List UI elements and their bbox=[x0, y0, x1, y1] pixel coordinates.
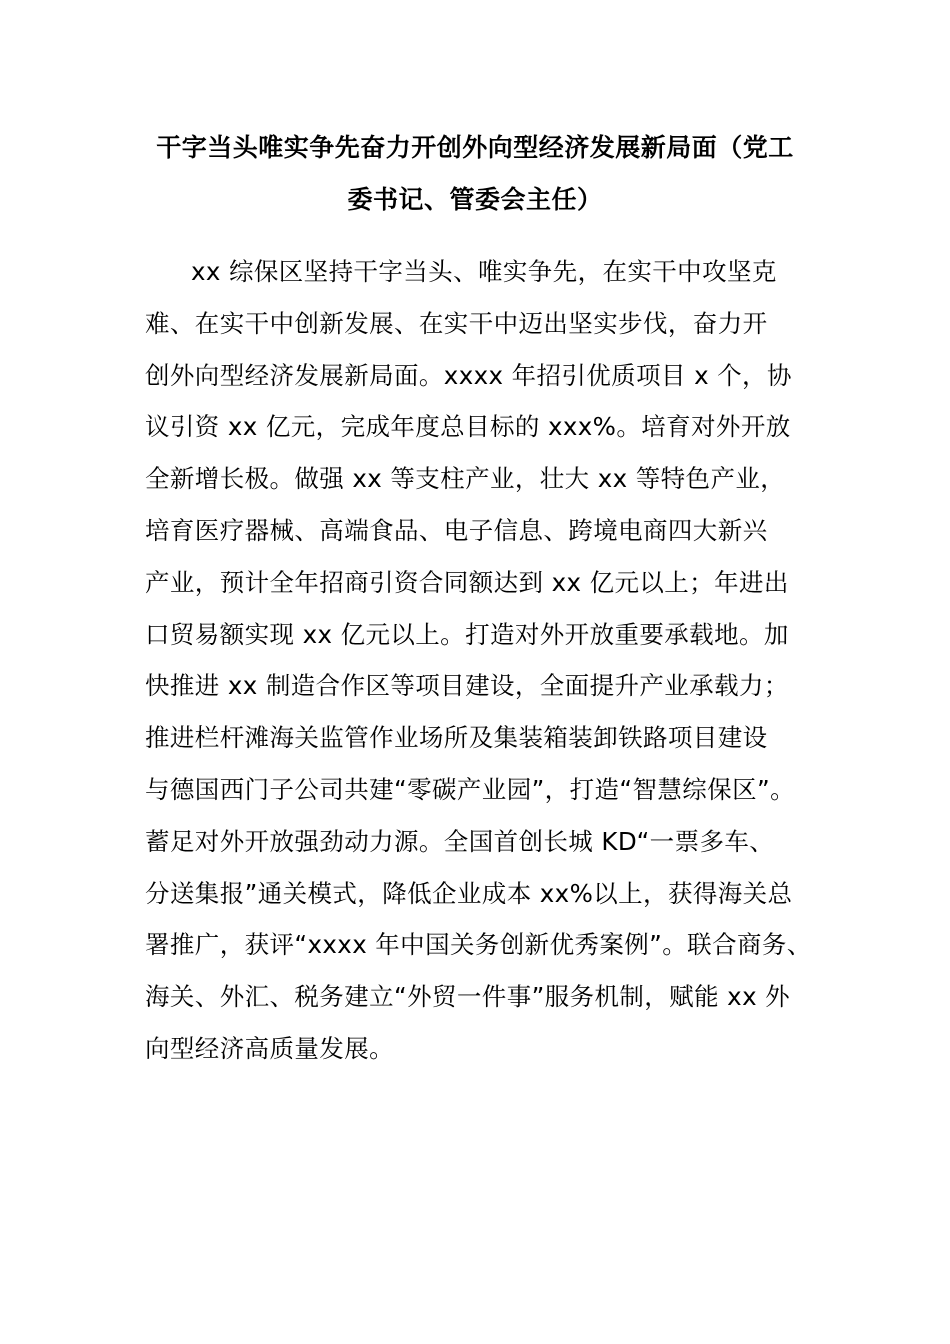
body-line: 全新增长极。做强 xx 等支柱产业，壮大 xx 等特色产业， bbox=[145, 464, 786, 494]
title-line-2: 委书记、管委会主任） bbox=[347, 185, 603, 214]
body-line: 分送集报”通关模式，降低企业成本 xx%以上，获得海关总 bbox=[145, 878, 793, 908]
body-line: 产业，预计全年招商引资合同额达到 xx 亿元以上；年进出 bbox=[145, 567, 789, 597]
body-line: 快推进 xx 制造合作区等项目建设，全面提升产业承载力； bbox=[145, 671, 789, 701]
body-line: xx 综保区坚持干字当头、唯实争先，在实干中攻坚克 bbox=[191, 257, 777, 286]
title-line-1: 干字当头唯实争先奋力开创外向型经济发展新局面（党工 bbox=[156, 133, 794, 162]
body-paragraph bbox=[145, 246, 835, 1075]
body-line: 创外向型经济发展新局面。xxxx 年招引优质项目 x 个，协 bbox=[145, 360, 792, 390]
body-line: 海关、外汇、税务建立“外贸一件事”服务机制，赋能 xx 外 bbox=[145, 982, 791, 1012]
body-line: 蓄足对外开放强劲动力源。全国首创长城 KD“一票多车、 bbox=[145, 826, 775, 856]
body-line: 口贸易额实现 xx 亿元以上。打造对外开放重要承载地。加 bbox=[145, 619, 789, 649]
body-line: 培育医疗器械、高端食品、电子信息、跨境电商四大新兴 bbox=[145, 515, 768, 545]
body-line: 推进栏杆滩海关监管作业场所及集装箱装卸铁路项目建设 bbox=[145, 723, 768, 753]
body-line: 议引资 xx 亿元，完成年度总目标的 xxx%。培育对外开放 bbox=[145, 412, 791, 442]
body-line: 署推广，获评“xxxx 年中国关务创新优秀案例”。联合商务、 bbox=[145, 930, 812, 960]
document-title bbox=[145, 122, 805, 226]
body-line: 向型经济高质量发展。 bbox=[145, 1033, 394, 1063]
body-line: 与德国西门子公司共建“零碳产业园”，打造“智慧综保区”。 bbox=[145, 774, 795, 804]
body-line: 难、在实干中创新发展、在实干中迈出坚实步伐，奋力开 bbox=[145, 308, 768, 338]
